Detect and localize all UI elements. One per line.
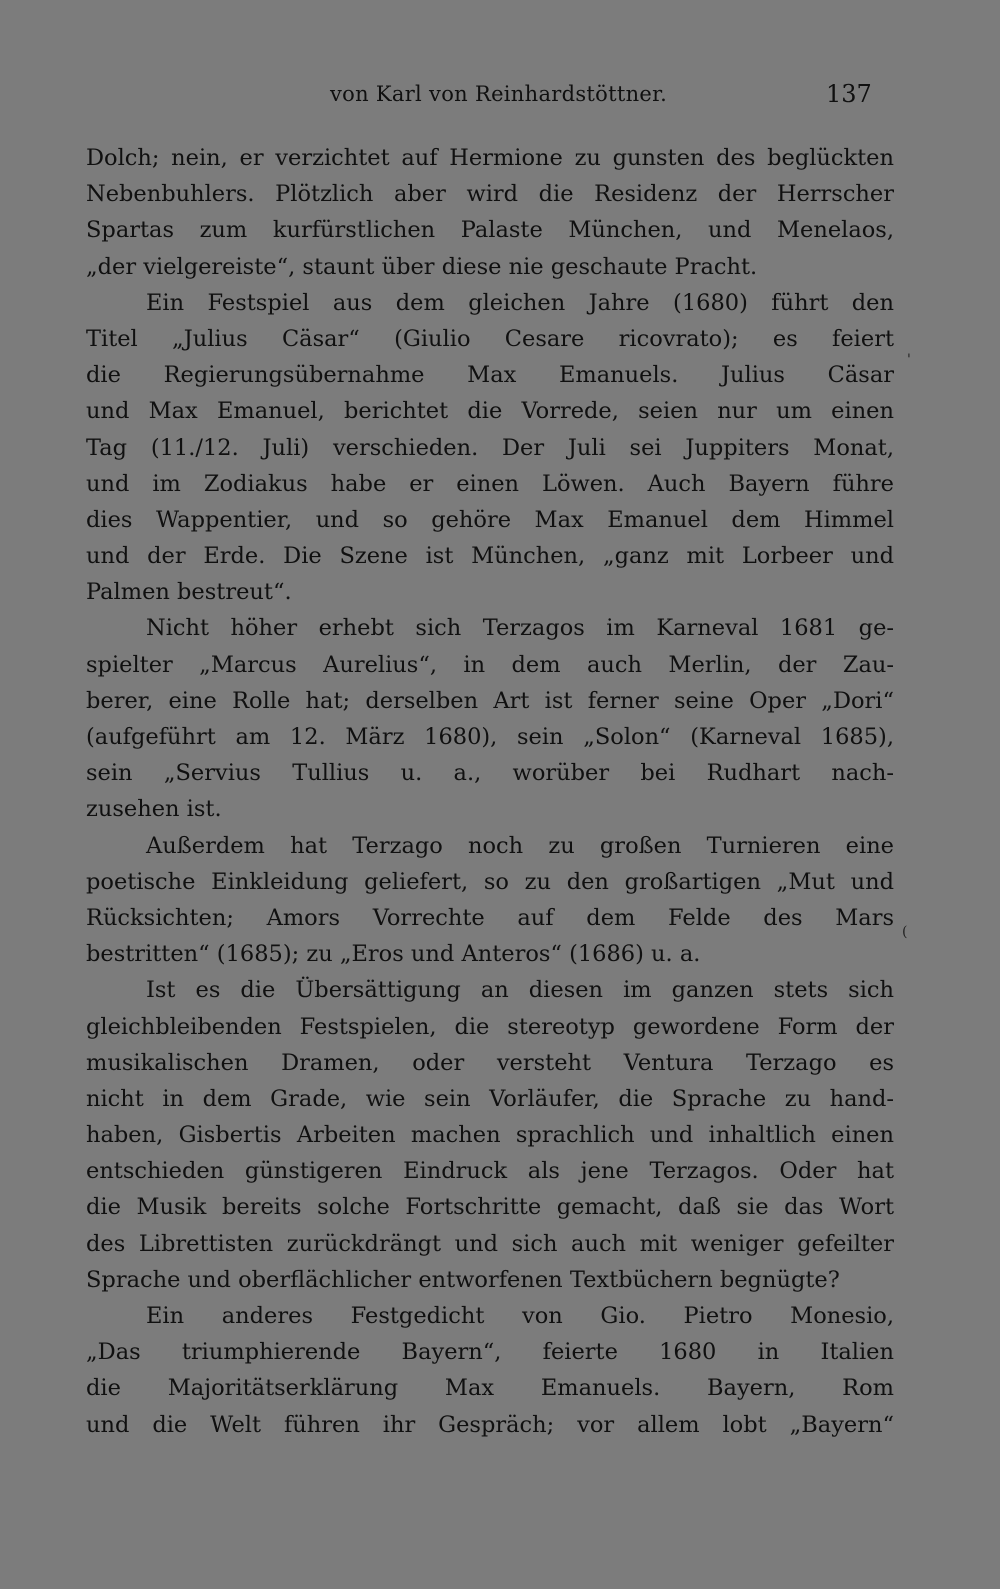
text-line: zusehen ist.: [86, 796, 222, 823]
body-text: [86, 140, 894, 1443]
margin-tick: ': [907, 352, 911, 368]
text-line: Palmen bestreut“.: [86, 579, 292, 606]
text-line: Außerdem hat Terzago noch zu großen Turnieren eine: [146, 832, 894, 859]
running-head: von Karl von Reinhardstöttner.: [330, 82, 668, 106]
text-line: „Das triumphierende Bayern“, feierte 1680 in Italien: [86, 1339, 894, 1366]
text-line: und der Erde. Die Szene ist München, „ganz mit Lorbeer und: [86, 543, 894, 570]
text-line: die Musik bereits solche Fortschritte gemacht, daß sie das Wort: [86, 1194, 894, 1221]
text-line: und im Zodiakus habe er einen Löwen. Auch Bayern führe: [86, 470, 894, 497]
text-line: und die Welt führen ihr Gespräch; vor allem lobt „Bayern“: [86, 1411, 894, 1438]
text-line: „der vielgereiste“, staunt über diese nie geschaute Pracht.: [86, 253, 758, 280]
text-line: Tag (11./12. Juli) verschieden. Der Juli sei Juppiters Monat,: [86, 434, 894, 461]
text-line: entschieden günstigeren Eindruck als jene Terzagos. Oder hat: [86, 1158, 894, 1185]
text-line: Sprache und oberflächlicher entworfenen Textbüchern begnügte?: [86, 1266, 840, 1293]
text-line: Titel „Julius Cäsar“ (Giulio Cesare ricovrato); es feiert: [86, 325, 894, 352]
text-line: Dolch; nein, er verzichtet auf Hermione zu gunsten des beglückten: [86, 145, 894, 171]
margin-tick: (: [902, 924, 908, 940]
text-line: sein „Servius Tullius u. a., worüber bei Rudhart nach-: [86, 760, 894, 787]
text-line: Spartas zum kurfürstlichen Palaste München, und Menelaos,: [86, 217, 894, 244]
text-line: poetische Einkleidung geliefert, so zu den großartigen „Mut und: [86, 868, 894, 895]
text-line: spielter „Marcus Aurelius“, in dem auch Merlin, der Zau-: [86, 651, 894, 678]
text-line: gleichbleibenden Festspielen, die stereotyp gewordene Form der: [86, 1013, 894, 1040]
text-line: Rücksichten; Amors Vorrechte auf dem Felde des Mars: [86, 904, 894, 931]
page-header: [0, 82, 1000, 122]
text-line: des Librettisten zurückdrängt und sich auch mit weniger gefeilter: [86, 1230, 894, 1257]
text-line: bestritten“ (1685); zu „Eros und Anteros“ (1686) u. a.: [86, 941, 701, 968]
text-line: berer, eine Rolle hat; derselben Art ist ferner seine Oper „Dori“: [86, 687, 894, 714]
text-line: die Regierungsübernahme Max Emanuels. Julius Cäsar: [86, 362, 894, 389]
text-line: dies Wappentier, und so gehöre Max Emanuel dem Himmel: [86, 506, 894, 533]
text-line: musikalischen Dramen, oder versteht Ventura Terzago es: [86, 1049, 894, 1076]
text-line: Ein Festspiel aus dem gleichen Jahre (1680) führt den: [146, 289, 894, 316]
page-number: 137: [826, 80, 872, 108]
text-line: die Majoritätserklärung Max Emanuels. Bayern, Rom: [86, 1375, 894, 1402]
text-line: Ein anderes Festgedicht von Gio. Pietro Monesio,: [146, 1303, 894, 1329]
text-line: nicht in dem Grade, wie sein Vorläufer, die Sprache zu hand-: [86, 1085, 894, 1112]
text-line: (aufgeführt am 12. März 1680), sein „Solon“ (Karneval 1685),: [86, 724, 894, 750]
text-line: Nebenbuhlers. Plötzlich aber wird die Residenz der Herrscher: [86, 181, 894, 208]
text-line: Ist es die Übersättigung an diesen im ganzen stets sich: [146, 977, 894, 1004]
text-line: Nicht höher erhebt sich Terzagos im Karneval 1681 ge-: [146, 615, 894, 642]
text-line: haben, Gisbertis Arbeiten machen sprachlich und inhaltlich einen: [86, 1122, 894, 1149]
text-line: und Max Emanuel, berichtet die Vorrede, seien nur um einen: [86, 398, 894, 425]
